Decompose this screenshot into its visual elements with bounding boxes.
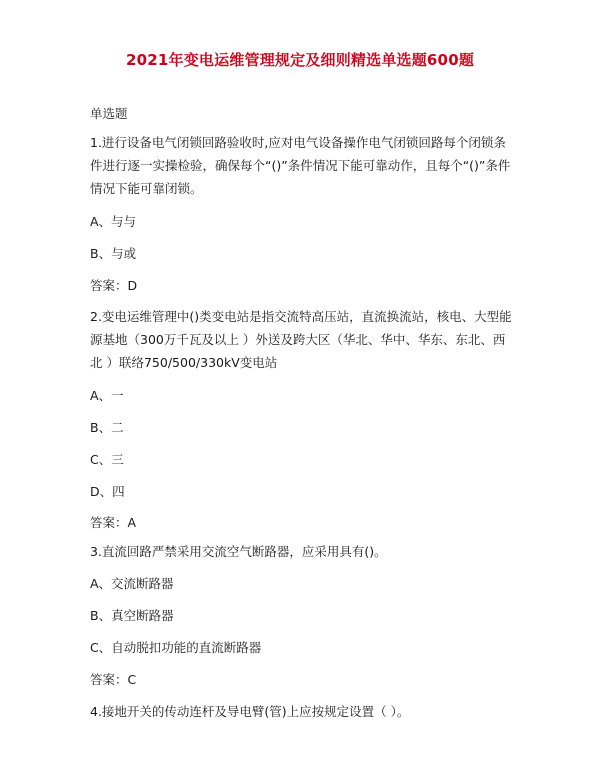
question-4-text: 4.接地开关的传动连杆及导电臂(管)上应按规定设置（ ）。 bbox=[90, 704, 410, 719]
question-2-text: 2.变电运维管理中()类变电站是指交流特高压站，直流换流站，核电、大型能源基地（300万千瓦及以上 ）外送及跨大区（华北、华中、华东、东北、西北 ）联络750/500/330kV变电站 bbox=[90, 309, 512, 370]
question-1-option-b: B、与或 bbox=[90, 246, 137, 261]
question-1-answer: 答案：D bbox=[90, 278, 138, 293]
question-3-text: 3.直流回路严禁采用交流空气断路器，应采用具有()。 bbox=[90, 544, 387, 559]
question-3-option-c: C、自动脱扣功能的直流断路器 bbox=[90, 640, 262, 655]
question-1-option-a: A、与与 bbox=[90, 214, 137, 229]
question-2-answer: 答案：A bbox=[90, 515, 137, 530]
section-label: 单选题 bbox=[90, 106, 128, 121]
question-3-option-a: A、交流断路器 bbox=[90, 576, 174, 591]
document-title: 2021年变电运维管理规定及细则精选单选题600题 bbox=[125, 51, 475, 69]
question-3-option-b: B、真空断路器 bbox=[90, 608, 174, 623]
question-2-option-d: D、四 bbox=[90, 484, 125, 499]
question-3-answer: 答案：C bbox=[90, 672, 137, 687]
question-2-option-a: A、一 bbox=[90, 388, 124, 403]
question-1-text: 1.进行设备电气闭锁回路验收时,应对电气设备操作电气闭锁回路每个闭锁条件进行逐一实操检验，确保每个“()”条件情况下能可靠动作，且每个“()”条件情况下能可靠闭锁。 bbox=[90, 135, 511, 196]
question-2-option-c: C、三 bbox=[90, 452, 124, 467]
question-2-option-b: B、二 bbox=[90, 420, 124, 435]
